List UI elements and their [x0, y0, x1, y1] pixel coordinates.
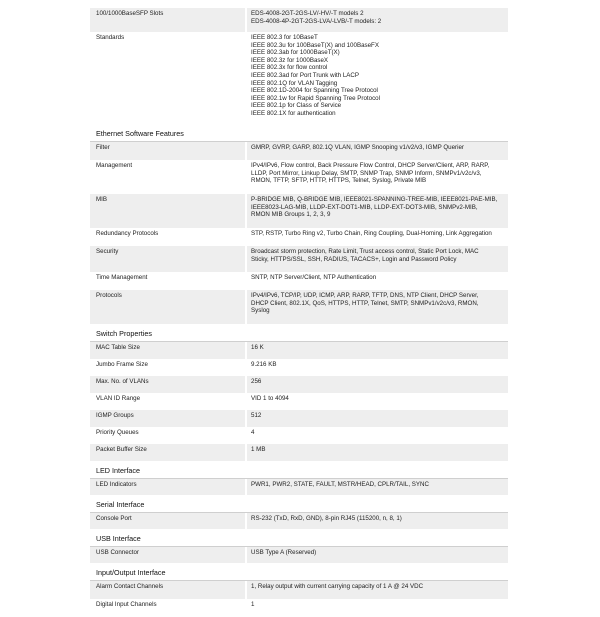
spec-value-line: GMRP, GVRP, GARP, 802.1Q VLAN, IGMP Snooping v1/v2/v3, IGMP Querier	[251, 144, 464, 151]
spec-row-packet-buffer-size	[90, 444, 508, 461]
spec-value-line: IEEE 802.1Q for VLAN Tagging	[251, 79, 338, 87]
spec-row-igmp-groups	[90, 410, 508, 427]
spec-row-led-indicators	[90, 479, 508, 495]
spec-value	[247, 246, 508, 272]
spec-value	[247, 513, 508, 529]
spec-value	[247, 342, 508, 359]
spec-label: Priority Queues	[90, 427, 247, 444]
spec-value-line: EDS-4008-2GT-2GS-LV/-HV/-T models 2	[251, 10, 364, 17]
spec-label: LED Indicators	[90, 479, 247, 495]
spec-row-mac-table-size	[90, 342, 508, 359]
spec-value	[247, 427, 508, 444]
spec-value	[247, 8, 508, 32]
spec-value-line: USB Type A (Reserved)	[251, 549, 317, 556]
spec-label: Jumbo Frame Size	[90, 359, 247, 376]
spec-value	[247, 393, 508, 410]
spec-label: Security	[90, 246, 247, 272]
spec-value-line: RMON MIB Groups 1, 2, 3, 9	[251, 211, 331, 219]
spec-value	[247, 160, 508, 194]
spec-value	[247, 142, 508, 160]
spec-row-standards	[90, 32, 508, 124]
spec-row-usb-connector	[90, 547, 508, 563]
spec-value	[247, 581, 508, 599]
spec-label: Console Port	[90, 513, 247, 529]
spec-value-line: IEEE 802.1w for Rapid Spanning Tree Protocol	[251, 94, 380, 102]
spec-value-line: 512	[251, 412, 262, 419]
spec-value-line: P-BRIDGE MIB, Q-BRIDGE MIB, IEEE8021-SPANNING-TREE-MIB, IEEE8021-PAE-MIB,	[251, 196, 498, 203]
spec-label: Time Management	[90, 272, 247, 290]
spec-value-line: 16 K	[251, 344, 264, 351]
spec-value-line: 4	[251, 429, 255, 436]
spec-row-management	[90, 160, 508, 194]
spec-label: Max. No. of VLANs	[90, 376, 247, 393]
spec-row-100-1000basesfp-slots	[90, 8, 508, 32]
spec-value	[247, 444, 508, 461]
spec-label: Management	[90, 160, 247, 194]
spec-value-line: LLDP, Port Mirror, Linkup Delay, SMTP, SNMP Trap, SNMP Inform, SNMPv1/v2c/v3,	[251, 169, 482, 177]
spec-value-line: 1 MB	[251, 446, 266, 453]
spec-value	[247, 228, 508, 246]
spec-value-line: PWR1, PWR2, STATE, FAULT, MSTR/HEAD, CPLR/TAIL, SYNC	[251, 481, 429, 488]
spec-label: VLAN ID Range	[90, 393, 247, 410]
spec-value-line: IEEE 802.3 for 10BaseT	[251, 34, 318, 41]
spec-value-line: IEEE 802.3u for 100BaseT(X) and 100BaseFX	[251, 41, 379, 49]
spec-row-protocols	[90, 290, 508, 324]
spec-value	[247, 479, 508, 495]
spec-row-jumbo-frame-size	[90, 359, 508, 376]
section-title-switch-properties: Switch Properties	[90, 324, 508, 342]
spec-label: Alarm Contact Channels	[90, 581, 247, 599]
spec-label: Packet Buffer Size	[90, 444, 247, 461]
spec-value-line: DHCP Client, 802.1X, QoS, HTTPS, HTTP, Telnet, SMTP, SNMPv1/v2c/v3, RMON,	[251, 299, 479, 307]
spec-label: IGMP Groups	[90, 410, 247, 427]
spec-value-line: 9.216 KB	[251, 361, 277, 368]
spec-row-alarm-contact-channels	[90, 581, 508, 599]
spec-value	[247, 194, 508, 228]
spec-value	[247, 359, 508, 376]
spec-value	[247, 290, 508, 324]
spec-value	[247, 272, 508, 290]
spec-value-line: IPv4/IPv6, Flow control, Back Pressure Flow Control, DHCP Server/Client, ARP, RARP,	[251, 162, 490, 169]
spec-row-filter	[90, 142, 508, 160]
spec-value-line: IEEE 802.1X for authentication	[251, 109, 336, 117]
section-title-serial-interface: Serial Interface	[90, 495, 508, 513]
spec-label: MAC Table Size	[90, 342, 247, 359]
spec-row-security	[90, 246, 508, 272]
spec-row-max-no-of-vlans	[90, 376, 508, 393]
spec-row-digital-input-channels	[90, 599, 508, 617]
spec-value	[247, 376, 508, 393]
spec-value-line: IEEE 802.3z for 1000BaseX	[251, 56, 329, 64]
spec-value-line: SNTP, NTP Server/Client, NTP Authentication	[251, 274, 377, 281]
spec-value-line: Syslog	[251, 307, 270, 315]
spec-row-priority-queues	[90, 427, 508, 444]
spec-label: 100/1000BaseSFP Slots	[90, 8, 247, 32]
section-title-input-output-interface: Input/Output Interface	[90, 563, 508, 581]
spec-value-line: IEEE 802.1p for Class of Service	[251, 102, 342, 110]
spec-value-line: IEEE 802.3ad for Port Trunk with LACP	[251, 71, 359, 79]
spec-value-line: IEEE 802.3ab for 1000BaseT(X)	[251, 49, 340, 57]
spec-value-line: VID 1 to 4094	[251, 395, 289, 402]
spec-value-line: RMON, TFTP, SFTP, HTTP, HTTPS, Telnet, Syslog, Private MIB	[251, 177, 427, 185]
spec-value-line: EDS-4008-4P-2GT-2GS-LVA/-LVB/-T models: 2	[251, 17, 382, 25]
spec-value-line: 256	[251, 378, 262, 385]
spec-value-line: Broadcast storm protection, Rate Limit, Trust access control, Static Port Lock, MAC	[251, 248, 479, 255]
spec-row-console-port	[90, 513, 508, 529]
spec-row-redundancy-protocols	[90, 228, 508, 246]
spec-label: USB Connector	[90, 547, 247, 563]
section-title-ethernet-software-features: Ethernet Software Features	[90, 124, 508, 142]
spec-row-time-management	[90, 272, 508, 290]
section-title-usb-interface: USB Interface	[90, 529, 508, 547]
spec-value-line: IEEE 802.1D-2004 for Spanning Tree Protocol	[251, 87, 378, 95]
spec-sheet	[90, 8, 508, 617]
section-title-led-interface: LED Interface	[90, 461, 508, 479]
spec-value	[247, 599, 508, 617]
spec-value-line: IEEE8023-LAG-MIB, LLDP-EXT-DOT1-MIB, LLDP-EXT-DOT3-MIB, SNMPv2-MIB,	[251, 203, 478, 211]
spec-value	[247, 32, 508, 124]
spec-value-line: IEEE 802.3x for flow control	[251, 64, 328, 72]
spec-label: Protocols	[90, 290, 247, 324]
spec-label: Digital Input Channels	[90, 599, 247, 617]
spec-value-line: STP, RSTP, Turbo Ring v2, Turbo Chain, Ring Coupling, Dual-Homing, Link Aggregation	[251, 230, 492, 237]
spec-value-line: 1, Relay output with current carrying capacity of 1 A @ 24 VDC	[251, 583, 424, 590]
spec-value	[247, 410, 508, 427]
spec-label: MIB	[90, 194, 247, 228]
spec-value	[247, 547, 508, 563]
spec-value-line: IPv4/IPv6, TCP/IP, UDP, ICMP, ARP, RARP, TFTP, DNS, NTP Client, DHCP Server,	[251, 292, 479, 299]
spec-row-vlan-id-range	[90, 393, 508, 410]
spec-value-line: Sticky, HTTPS/SSL, SSH, RADIUS, TACACS+, Login and Password Policy	[251, 255, 457, 263]
spec-label: Standards	[90, 32, 247, 124]
spec-label: Filter	[90, 142, 247, 160]
spec-row-mib	[90, 194, 508, 228]
spec-value-line: RS-232 (TxD, RxD, GND), 8-pin RJ45 (115200, n, 8, 1)	[251, 515, 402, 522]
spec-label: Redundancy Protocols	[90, 228, 247, 246]
spec-value-line: 1	[251, 601, 255, 608]
